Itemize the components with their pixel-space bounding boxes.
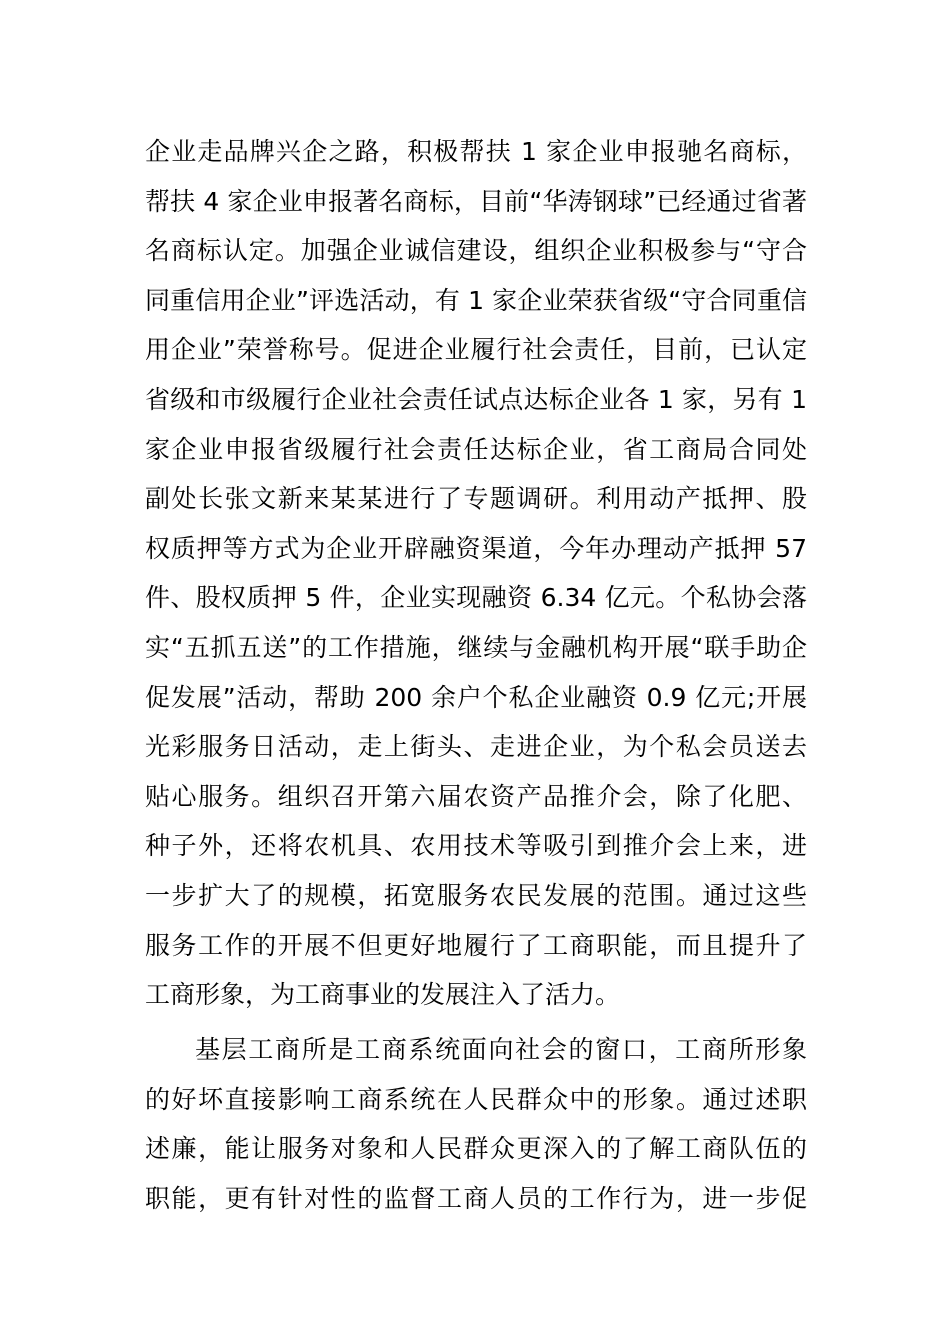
text-line: 件、股权质押 5 件，企业实现融资 6.34 亿元。个私协会落 (145, 583, 807, 613)
text-line: 种子外，还将农机具、农用技术等吸引到推介会上来，进 (145, 831, 807, 861)
text-line: 名商标认定。加强企业诚信建设，组织企业积极参与“守合 (145, 236, 807, 266)
text-line: 的好坏直接影响工商系统在人民群众中的形象。通过述职 (145, 1084, 807, 1114)
text-line: 职能，更有针对性的监督工商人员的工作行为，进一步促 (145, 1183, 807, 1213)
text-line: 权质押等方式为企业开辟融资渠道，今年办理动产抵押 57 (145, 533, 807, 563)
paragraph-1 (145, 127, 807, 1020)
text-line: 促发展”活动，帮助 200 余户个私企业融资 0.9 亿元;开展 (145, 682, 807, 712)
text-line: 光彩服务日活动，走上街头、走进企业，为个私会员送去 (145, 732, 807, 762)
text-line: 实“五抓五送”的工作措施，继续与金融机构开展“联手助企 (145, 632, 807, 662)
text-line: 同重信用企业”评选活动，有 1 家企业荣获省级“守合同重信 (145, 285, 807, 315)
paragraph-2 (145, 1025, 807, 1223)
text-line: 贴心服务。组织召开第六届农资产品推介会，除了化肥、 (145, 781, 807, 811)
text-line: 服务工作的开展不但更好地履行了工商职能，而且提升了 (145, 930, 807, 960)
text-line: 企业走品牌兴企之路，积极帮扶 1 家企业申报驰名商标， (145, 137, 807, 166)
text-line: 一步扩大了的规模，拓宽服务农民发展的范围。通过这些 (145, 880, 807, 910)
text-line: 用企业”荣誉称号。促进企业履行社会责任，目前，已认定 (145, 335, 807, 365)
text-line: 家企业申报省级履行社会责任达标企业，省工商局合同处 (145, 434, 807, 464)
text-line: 基层工商所是工商系统面向社会的窗口，工商所形象 (195, 1035, 807, 1064)
text-line: 工商形象，为工商事业的发展注入了活力。 (145, 980, 621, 1010)
text-line: 述廉，能让服务对象和人民群众更深入的了解工商队伍的 (145, 1134, 807, 1164)
text-line: 副处长张文新来某某进行了专题调研。利用动产抵押、股 (145, 484, 807, 514)
text-line: 帮扶 4 家企业申报著名商标，目前“华涛钢球”已经通过省著 (145, 186, 807, 216)
text-line: 省级和市级履行企业社会责任试点达标企业各 1 家，另有 1 (145, 384, 807, 414)
